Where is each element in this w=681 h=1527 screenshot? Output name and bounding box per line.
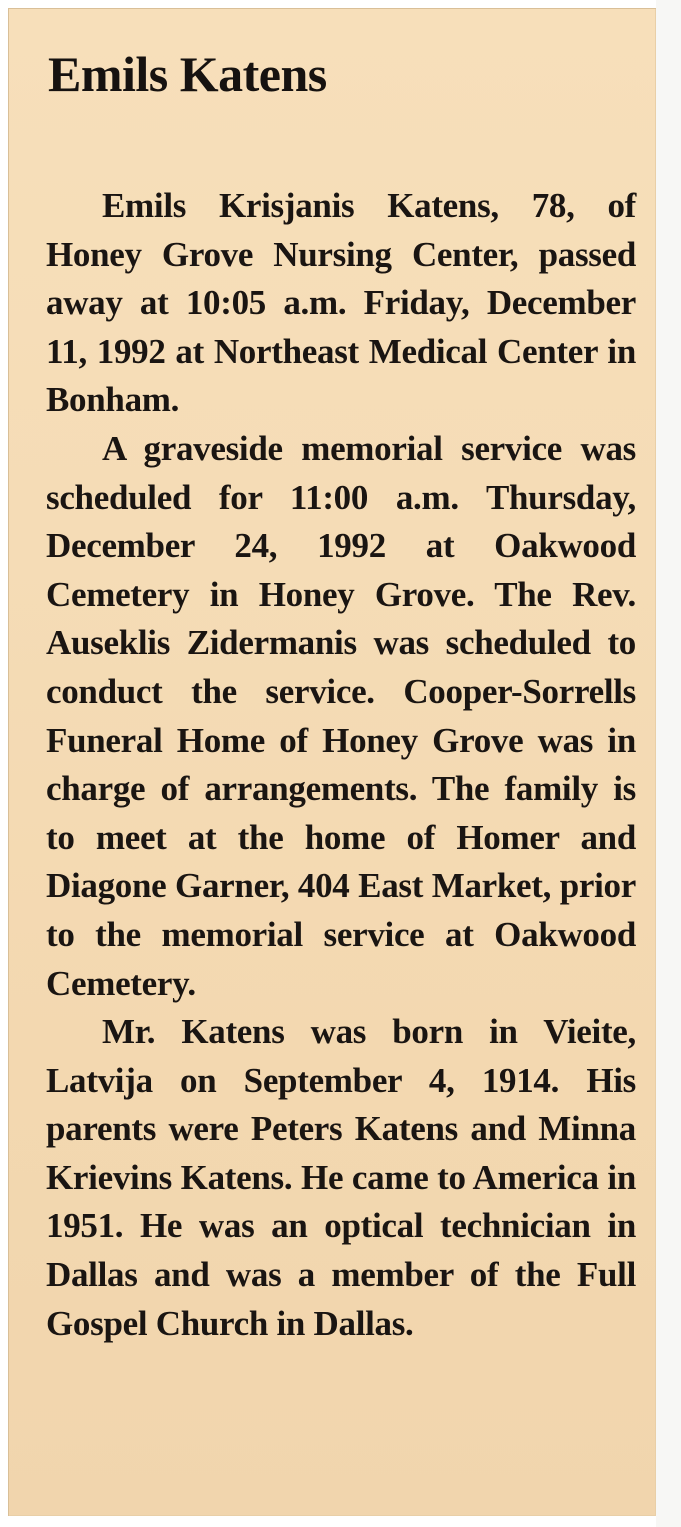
obituary-body — [46, 182, 636, 1348]
paragraph-death-notice: Emils Krisjanis Katens, 78, of Honey Grove Nursing Center, passed away at 10:05 a.m. Friday, December 11, 1992 at Northeast Medical Center in Bonham. — [46, 186, 636, 420]
paragraph-biography: Mr. Katens was born in Vieite, Latvija on September 4, 1914. His parents were Peters Katens and Minna Krievins Katens. He came to America in 1951. He was an optical technician in Dallas and was a member of the Full Gospel Church in Dallas. — [46, 1012, 636, 1343]
paragraph-service-details: A graveside memorial service was scheduled for 11:00 a.m. Thursday, December 24, 1992 at Oakwood Cemetery in Honey Grove. The Rev. Auseklis Zidermanis was scheduled to conduct the service. Cooper-Sorrells Funeral Home of Honey Grove was in charge of arrangements. The family is to meet at the home of Homer and Diagone Garner, 404 East Market, prior to the memorial service at Oakwood Cemetery. — [46, 428, 636, 1003]
scan-background-strip — [656, 0, 681, 1527]
obituary-headline: Emils Katens — [48, 46, 327, 102]
newspaper-clipping — [8, 8, 656, 1516]
